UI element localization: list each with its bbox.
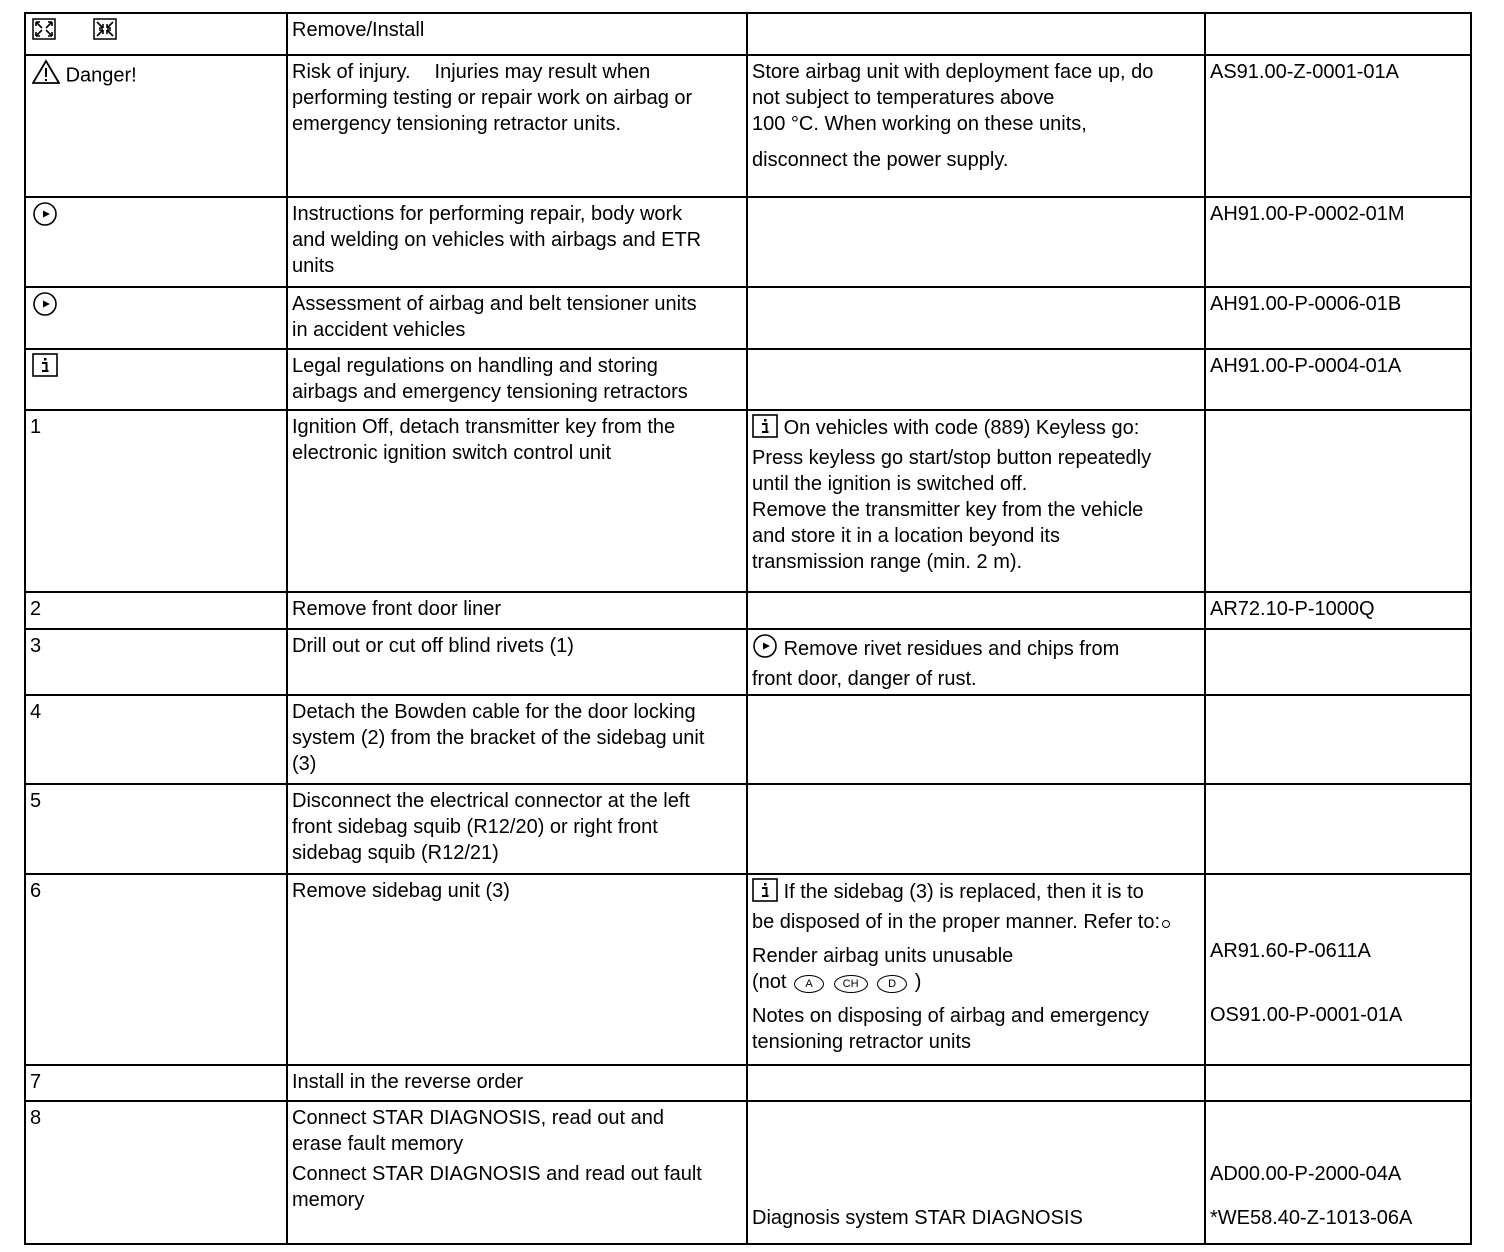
header-title-cell [287, 13, 747, 55]
table-row [25, 197, 1471, 287]
action-line: Detach the Bowden cable for the door locking [292, 701, 696, 724]
country-exclusion-suffix: ) [914, 970, 922, 993]
action-line: system (2) from the bracket of the sidebag unit [292, 727, 705, 750]
step-cell [25, 874, 287, 1066]
step-number: 4 [30, 701, 42, 724]
risk-label: Risk of injury. [292, 61, 411, 84]
note-line: until the ignition is switched off. [752, 473, 1028, 496]
ref-cell [1205, 695, 1471, 784]
note-cell [747, 784, 1205, 873]
note-line: 100 °C. When working on these units, [752, 113, 1087, 136]
document-reference: AH91.00-P-0004-01A [1210, 355, 1402, 378]
action-line: memory [292, 1189, 365, 1212]
step-number: 2 [30, 597, 42, 620]
note-cell [747, 287, 1205, 349]
step-cell [25, 55, 287, 196]
note-line: Remove rivet residues and chips from [783, 637, 1120, 660]
document-reference: AH91.00-P-0002-01M [1210, 202, 1405, 225]
document-reference: AH91.00-P-0006-01B [1210, 292, 1402, 315]
note-line: and store it in a location beyond its [752, 525, 1060, 548]
action-cell [287, 197, 747, 287]
step-number: 6 [30, 879, 42, 902]
document-reference: AS91.00-Z-0001-01A [1210, 61, 1400, 84]
action-cell [287, 55, 747, 196]
note-line: Store airbag unit with deployment face up, do [752, 61, 1154, 84]
table-row [25, 1101, 1471, 1244]
note-arrow-icon [752, 633, 778, 666]
info-icon [752, 878, 778, 909]
step-cell [25, 1065, 287, 1101]
step-cell [25, 695, 287, 784]
note-line: Press keyless go start/stop button repeatedly [752, 447, 1152, 470]
note-cell [747, 629, 1205, 695]
danger-label: Danger! [65, 64, 137, 87]
note-arrow-icon [32, 201, 58, 234]
table-row [25, 784, 1471, 873]
action-line: Legal regulations on handling and storing [292, 355, 658, 378]
step-number: 8 [30, 1107, 42, 1130]
step-cell [25, 784, 287, 873]
ref-cell [1205, 1101, 1471, 1244]
ref-cell [1205, 410, 1471, 592]
action-cell [287, 1065, 747, 1101]
header-title: Remove/Install [292, 19, 425, 41]
remove-icon [32, 18, 56, 47]
note-arrow-icon [32, 291, 58, 324]
document-reference[interactable]: AD00.00-P-2000-04A [1210, 1163, 1402, 1186]
action-line: Remove front door liner [292, 597, 501, 620]
table-row [25, 287, 1471, 349]
ref-cell [1205, 784, 1471, 873]
note-cell [747, 695, 1205, 784]
note-line: On vehicles with code (889) Keyless go: [783, 417, 1140, 440]
note-link[interactable]: Render airbag units unusable [752, 944, 1014, 967]
country-code-a: A [794, 975, 824, 993]
action-line: and welding on vehicles with airbags and ETR [292, 228, 702, 251]
action-line: airbags and emergency tensioning retractors [292, 381, 688, 404]
ref-cell [1205, 197, 1471, 287]
table-row [25, 55, 1471, 196]
action-cell [287, 874, 747, 1066]
ref-cell [1205, 629, 1471, 695]
table-row [25, 592, 1471, 629]
table-row [25, 1065, 1471, 1101]
ref-cell [1205, 874, 1471, 1066]
action-line: erase fault memory [292, 1133, 464, 1156]
action-line: sidebag squib (R12/21) [292, 842, 499, 865]
action-cell [287, 410, 747, 592]
link-marker-icon [1162, 920, 1170, 928]
note-cell [747, 1101, 1205, 1244]
table-row [25, 629, 1471, 695]
table-row [25, 410, 1471, 592]
step-number: 7 [30, 1071, 42, 1094]
note-cell [747, 55, 1205, 196]
install-icon [93, 18, 117, 47]
step-cell [25, 629, 287, 695]
step-cell [25, 592, 287, 629]
action-line: in accident vehicles [292, 318, 466, 341]
ref-cell [1205, 1065, 1471, 1101]
action-line: Assessment of airbag and belt tensioner units [292, 292, 697, 315]
header-empty-cell [1205, 13, 1471, 55]
note-cell [747, 592, 1205, 629]
procedure-table [24, 12, 1472, 1245]
note-link[interactable]: Notes on disposing of airbag and emergency [752, 1004, 1149, 1027]
action-line: Drill out or cut off blind rivets (1) [292, 634, 574, 657]
warning-triangle-icon [32, 59, 60, 92]
document-reference: AR72.10-P-1000Q [1210, 597, 1375, 620]
country-code-ch: CH [834, 975, 868, 993]
action-line: Ignition Off, detach transmitter key from the [292, 416, 676, 439]
note-line: front door, danger of rust. [752, 667, 977, 690]
action-line: units [292, 254, 335, 277]
note-cell [747, 410, 1205, 592]
note-line: Remove the transmitter key from the vehicle [752, 499, 1144, 522]
action-cell [287, 1101, 747, 1244]
ref-cell [1205, 592, 1471, 629]
action-line: Remove sidebag unit (3) [292, 879, 510, 902]
step-cell [25, 349, 287, 410]
note-cell [747, 1065, 1205, 1101]
action-cell [287, 287, 747, 349]
action-line: Install in the reverse order [292, 1071, 524, 1094]
info-icon [752, 414, 778, 445]
step-cell [25, 410, 287, 592]
action-cell [287, 349, 747, 410]
note-line: transmission range (min. 2 m). [752, 551, 1023, 574]
note-line: be disposed of in the proper manner. Refer to: [752, 910, 1161, 933]
document-reference[interactable]: OS91.00-P-0001-01A [1210, 1003, 1403, 1026]
ref-cell [1205, 55, 1471, 196]
note-cell [747, 874, 1205, 1066]
action-cell [287, 695, 747, 784]
table-row [25, 695, 1471, 784]
note-line: Diagnosis system STAR DIAGNOSIS [752, 1207, 1083, 1230]
action-line: (3) [292, 753, 317, 776]
risk-description: Injuries may result when performing testing or repair work on airbag or emergency tensioning retractor units. [292, 61, 693, 136]
step-number: 3 [30, 634, 42, 657]
header-empty-cell [747, 13, 1205, 55]
action-line: Connect STAR DIAGNOSIS and read out fault [292, 1163, 702, 1186]
note-line: not subject to temperatures above [752, 87, 1055, 110]
action-cell [287, 629, 747, 695]
info-icon [32, 353, 58, 384]
note-line: disconnect the power supply. [752, 149, 1009, 172]
header-icons-cell [25, 13, 287, 55]
ref-cell [1205, 349, 1471, 410]
action-line: Disconnect the electrical connector at the left [292, 790, 690, 813]
step-cell [25, 197, 287, 287]
action-line: Instructions for performing repair, body work [292, 202, 683, 225]
action-line: electronic ignition switch control unit [292, 442, 612, 465]
table-row [25, 349, 1471, 410]
header-row [25, 13, 1471, 55]
action-cell [287, 592, 747, 629]
note-link[interactable]: tensioning retractor units [752, 1030, 972, 1053]
step-number: 1 [30, 416, 42, 439]
action-line: front sidebag squib (R12/20) or right front [292, 816, 658, 839]
document-reference[interactable]: AR91.60-P-0611A [1210, 939, 1371, 962]
step-number: 5 [30, 790, 42, 813]
step-cell [25, 1101, 287, 1244]
ref-cell [1205, 287, 1471, 349]
note-cell [747, 349, 1205, 410]
table-row [25, 874, 1471, 1066]
document-reference[interactable]: *WE58.40-Z-1013-06A [1210, 1207, 1413, 1230]
country-code-d: D [877, 975, 907, 993]
action-line: Connect STAR DIAGNOSIS, read out and [292, 1107, 665, 1130]
country-exclusion-prefix: (not [752, 970, 787, 993]
step-cell [25, 287, 287, 349]
action-cell [287, 784, 747, 873]
note-line: If the sidebag (3) is replaced, then it is to [783, 880, 1144, 903]
note-cell [747, 197, 1205, 287]
